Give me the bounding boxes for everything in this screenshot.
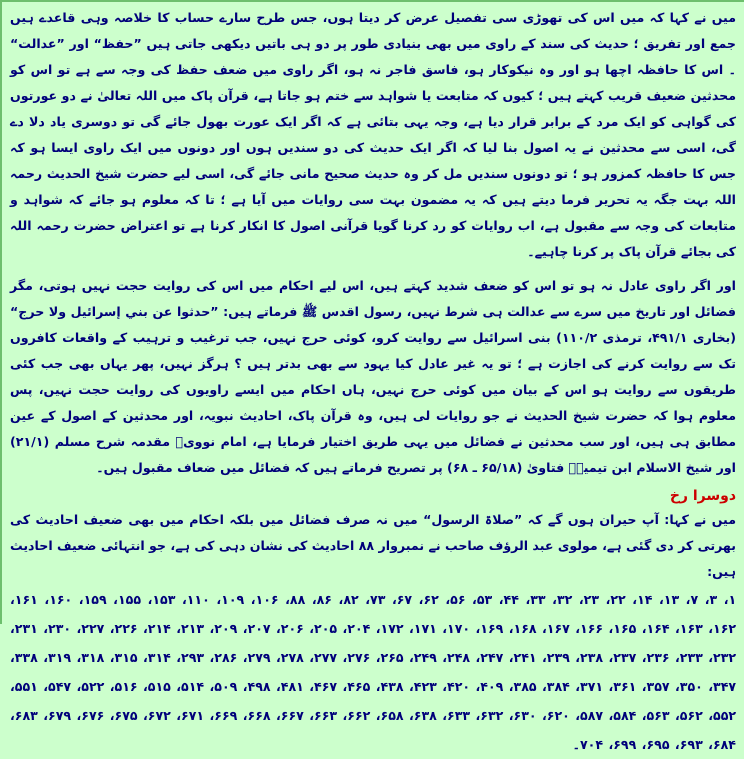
paragraph-2: اور اگر راوی عادل نہ ہو تو اس کو ضعف شدید کہتے ہیں، اس لیے احکام میں اس کی روایت حجت نہیں ہوتی، مگر فضائل اور تاریخ میں سرے سے عدالت ہی شرط نہیں، رسول اقدس ﷺ فرماتے ہیں: ”حدثوا عن بني إسرائيل ولا حرج“ (بخاری ۴۹۱/۱، ترمذی ۱۱۰/۲) بنی اسرائیل سے روایت کرو، کوئی حرج نہیں، جب ترغیب و ترہیب کے واقعات کافروں تک سے روایت کرنے کی اجازت ہے ؛ تو یہ غیر عادل کیا یہود سے بھی بدتر ہیں ؟ ہرگز نہیں، پھر یہاں بھی جب کئی طریقوں سے روایت ہو اس کے بیان میں کوئی حرج نہیں، ہاں احکام میں ایسے راویوں کی روایت حجت نہیں، پس معلوم ہوا کہ حضرت شیخ الحدیث نے جو روایات لی ہیں، وہ قرآن پاک، احادیث نبویہ، اور محدثین کے اصول کے عین مطابق ہی ہیں، اور سب محدثین نے فضائل میں یہی طریق اختیار فرمایا ہے، امام نوویؒ مقدمہ شرح مسلم (۲۱/۱) اور شیخ الاسلام ابن تیمیہؒ فتاویٰ (۶۵/۱۸ ـ ۶۸) پر تصریح فرماتے ہیں کہ فضائل میں ضعاف مقبول ہیں۔ xyxy=(10,278,737,475)
hadith-number-list: ۱، ۳، ۷، ۱۳، ۱۴، ۲۲، ۲۳، ۳۲، ۳۳، ۴۴، ۵۳، ۵۶، ۶۲، ۶۷، ۷۳، ۸۲، ۸۶، ۸۸، ۱۰۶، ۱۰۹، ۱۱۰، ۱۵۳، ۱۵۵، ۱۵۹، ۱۶۰، ۱۶۱، ۱۶۲، ۱۶۳، ۱۶۴، ۱۶۵، ۱۶۶، ۱۶۷، ۱۶۸، ۱۶۹، ۱۷۰، ۱۷۱، ۱۷۲، ۲۰۴، ۲۰۵، ۲۰۶، ۲۰۷، ۲۰۹، ۲۱۳، ۲۱۴، ۲۲۶، ۲۲۷، ۲۳۰، ۲۳۱، ۲۳۲، ۲۳۳، ۲۳۶، ۲۳۷، ۲۳۸، ۲۳۹، ۲۴۱، ۲۴۷، ۲۴۸، ۲۴۹، ۲۶۵، ۲۷۶، ۲۷۷، ۲۷۸، ۲۷۹، ۲۸۶، ۲۹۳، ۳۱۴، ۳۱۵، ۳۱۸، ۳۱۹، ۳۳۸، ۳۴۷، ۳۵۰، ۳۵۷، ۳۶۱، ۳۷۱، ۳۸۴، ۳۸۵، ۴۰۹، ۴۲۰، ۴۲۳، ۴۳۸، ۴۶۵، ۴۶۷، ۴۸۱، ۴۹۸، ۵۰۹، ۵۱۴، ۵۱۵، ۵۱۶، ۵۲۲، ۵۴۷، ۵۵۱، ۵۵۲، ۵۶۲، ۵۶۳، ۵۸۴، ۵۸۷، ۶۲۰، ۶۳۰، ۶۳۲، ۶۳۳، ۶۳۸، ۶۵۸، ۶۶۲، ۶۶۳، ۶۶۷، ۶۶۸، ۶۶۹، ۶۷۱، ۶۷۲، ۶۷۵، ۶۷۶، ۶۷۹، ۶۸۳، ۶۸۴، ۶۹۳، ۶۹۵، ۶۹۹، ۷۰۴۔ xyxy=(10,592,737,752)
top-border xyxy=(2,1,744,2)
text-column xyxy=(10,5,736,759)
paragraph-1: میں نے کہا کہ میں اس کی تھوڑی سی تفصیل عرض کر دیتا ہوں، جس طرح سارے حساب کا خلاصہ وہی قاعدے ہیں جمع اور تفریق ؛ حدیث کی سند کے راوی میں بھی بنیادی طور پر دو ہی باتیں دیکھی جاتی ہیں ”حفظ“ اور ”عدالت“ ۔ اس کا حافظہ اچھا ہو اور وہ نیکوکار ہو، فاسق فاجر نہ ہو، اگر راوی میں ضعف حفظ کی وجہ سے ہے تو اس کو محدثین ضعیف قریب کہتے ہیں ؛ کیوں کہ متابعت یا شواہد سے ختم ہو جاتا ہے، قرآن پاک میں اللہ تعالیٰ نے دو عورتوں کی گواہی کو ایک مرد کے برابر قرار دیا ہے، وجہ یہی بتائی ہے کہ اگر ایک عورت بھول جائے گی تو دوسری یاد دلا دے گی، اسی سے محدثین نے یہ اصول بنا لیا کہ اگر ایک حدیث کی دو سندیں ہوں اور دونوں میں ایک راوی ایسا ہو کہ جس کا حافظہ کمزور ہو ؛ تو دونوں سندیں مل کر وہ حدیث صحیح مانی جائے گی، اسی لیے حضرت شیخ الحدیث رحمہ اللہ بہت جگہ یہ تحریر فرما دیتے ہیں کہ یہ مضمون بہت سی روایات میں آیا ہے ؛ تا کہ معلوم ہو جائے کہ شواہد و متابعات کی وجہ سے مقبول ہے، اب روایات کو رد کرنا گویا قرآنی اصول کا انکار کرنا ہے تو اعتراض حضرت رحمہ اللہ کی بجائے قرآن پاک پر کرنا چاہیے۔ xyxy=(10,10,736,259)
paragraph-3: میں نے کہا: آپ حیران ہوں گے کہ ”صلاۃ الرسول“ میں نہ صرف فضائل میں بلکہ احکام میں بھی ضعیف احادیث کی بھرتی کر دی گئی ہے، مولوی عبد الرؤف صاحب نے نمبروار ۸۸ احادیث کی نشان دہی کی ہے، جو انتہائی ضعیف احادیث ہیں: xyxy=(10,512,736,579)
paragraph-gap xyxy=(10,265,736,273)
section-heading: دوسرا رخ xyxy=(669,488,736,504)
